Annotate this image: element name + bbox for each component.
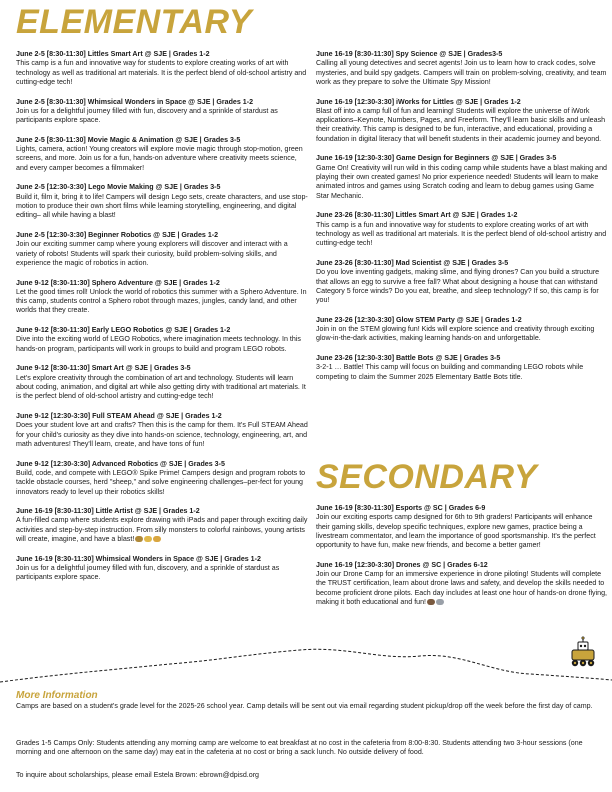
info-paragraph-grade-level: Camps are based on a student's grade level for the 2025-26 school year. Camp details will be sent out via email regarding student pickup/drop off the week before the first day of camp. (16, 702, 593, 710)
camp-description-text: This camp is a fun and innovative way for students to explore creating works of art with technology as well as traditional art materials. It is the perfect blend of old-school artistry and cutting-edge tech! (316, 220, 607, 248)
decorative-emoji-icon (153, 536, 161, 542)
decorative-emoji-icon (144, 536, 152, 542)
decorative-emoji-icon (135, 536, 143, 542)
camp-entry (316, 259, 608, 305)
dashed-wave-line (0, 649, 612, 682)
camp-entry (316, 561, 608, 607)
camp-description-text: Dive into the exciting world of LEGO Robotics, where imagination meets technology. In this hands-on program, participants will work in groups to build and program LEGO robots. (16, 335, 301, 353)
camp-description (16, 240, 308, 268)
camp-description-text: 3-2-1 … Battle! This camp will focus on building and commanding LEGO robots while competing to claim the Summer 2025 Elementary Battle Bots title. (316, 363, 584, 381)
camp-description-text: Join our exciting summer camp where young explorers will discover and interact with a variety of robots! Students will spark their curiosity, build problem-solving skills, and experience the magic of robotics in action. (16, 240, 288, 267)
camp-title: June 23-26 [8:30-11:30] Mad Scientist @ SJE | Grades 3-5 (316, 258, 509, 267)
camp-description (16, 421, 308, 449)
secondary-heading: SECONDARY (316, 458, 538, 496)
camp-entry (16, 50, 308, 87)
camp-title: June 23-26 [12:30-3:30] Battle Bots @ SJE | Grades 3-5 (316, 354, 501, 363)
camp-title: June 16-19 [8:30-11:30] Esports @ SC | Grades 6-9 (316, 504, 486, 512)
camp-description (316, 513, 608, 550)
decorative-emoji-icon (436, 599, 444, 605)
camp-description (316, 325, 608, 344)
camp-description-text: Lights, camera, action! Young creators will explore movie magic through stop-motion, green screens, and more. Join us for a fun, hands-on adventure where creativity meets science, and every camper becomes a filmmaker! (16, 145, 303, 172)
camp-entry (16, 507, 308, 544)
camp-entry (316, 154, 608, 200)
camp-entry (316, 211, 608, 248)
camp-description (16, 193, 308, 221)
camp-description (16, 516, 308, 544)
dashed-path-divider (0, 630, 612, 690)
camp-title: June 9-12 [8:30-11:30] Sphero Adventure @ SJE | Grades 1-2 (16, 278, 220, 287)
camp-title: June 23-26 [12:30-3:30] Glow STEM Party @ SJE | Grades 1-2 (316, 315, 522, 324)
camp-title: June 16-19 [12:30-3:30] Drones @ SC | Grades 6-12 (316, 560, 488, 569)
camp-description-text: Build it, film it, bring it to life! Campers will design Lego sets, create characters, and use stop-motion to produce their own short films while learning storytelling, engineering, and digital editing– all while having a blast! (16, 192, 308, 220)
elementary-right-column (316, 50, 608, 392)
info-paragraph-meals: Grades 1-5 Camps Only: Students attending any morning camp are welcome to eat breakfast at no cost in the cafeteria from 8:00-8:30. Students attending two 3-hour sessions (one morning and one afternoon on the same day) may eat in the cafeteria at no cost or bring a sack lunch. No outside delivery of food. (16, 739, 583, 757)
camp-entry (16, 231, 308, 268)
camp-title: June 9-12 [8:30-11:30] Early LEGO Robotics @ SJE | Grades 1-2 (16, 326, 231, 335)
camp-description-text: Does your student love art and crafts? Then this is the camp for them. It's Full STEAM Ahead for your child's curiosity as they dive into hands-on science, technology, engineering, art, and math adventures! They'll learn, create, and have tons of fun! (16, 421, 308, 448)
camp-description (16, 374, 308, 402)
camp-entry (316, 316, 608, 344)
camp-entry (316, 504, 608, 550)
camp-description (16, 107, 308, 126)
camp-description (316, 268, 608, 305)
camp-title: June 16-19 [8:30-11:30] Little Artist @ SJE | Grades 1-2 (16, 507, 200, 516)
camp-entry (316, 98, 608, 144)
secondary-column (316, 504, 608, 618)
camp-title: June 2-5 [12:30-3:30] Beginner Robotics @ SJE | Grades 1-2 (16, 231, 219, 240)
info-paragraph-scholarships: To inquire about scholarships, please email Estela Brown: ebrown@dpisd.org (16, 771, 260, 779)
camp-entry (16, 279, 308, 316)
camp-description (316, 107, 608, 144)
camp-description (16, 564, 308, 583)
camp-title: June 16-19 [12:30-3:30] Game Design for Beginners @ SJE | Grades 3-5 (316, 154, 557, 163)
camp-description-text: Game On! Creativity will run wild in this coding camp while students have a blast making and playing their own created games! No prior experience needed! Students will learn to make animated intros and games using Scratch coding and learn to debug games using Game Star Mechanic. (316, 163, 607, 200)
camp-description (316, 164, 608, 201)
camp-title: June 2-5 [8:30-11:30] Littles Smart Art @ SJE | Grades 1-2 (16, 50, 210, 58)
rover-robot-icon (572, 637, 594, 666)
camp-description (316, 363, 608, 382)
more-information-title: More Information (16, 690, 98, 701)
camp-description-text: Let's explore creativity through the combination of art and technology. Students will learn about coding, animation, and digital art while also getting dirty with traditional art materials. It is the perfect blend of old-school artistry and cutting-edge tech! (16, 373, 306, 401)
camp-title: June 9-12 [8:30-11:30] Smart Art @ SJE | Grades 3-5 (16, 364, 191, 373)
camp-description-text: Join us for a delightful journey filled with fun, discovery, and a sprinkle of stardust as participants explore space. (16, 564, 280, 582)
camp-description-text: Join in on the STEM glowing fun! Kids will explore science and creativity through exciting glow-in-the-dark activities, making learning hands-on and unforgettable. (316, 325, 595, 343)
camp-title: June 23-26 [8:30-11:30] Littles Smart Art @ SJE | Grades 1-2 (316, 211, 518, 220)
camp-entry (16, 98, 308, 126)
elementary-left-column (16, 50, 308, 593)
camp-title: June 9-12 [12:30-3:30] Advanced Robotics @ SJE | Grades 3-5 (16, 459, 225, 468)
elementary-heading: ELEMENTARY (16, 3, 253, 41)
camp-description (16, 288, 308, 316)
camp-entry (16, 364, 308, 401)
camp-description-text: Calling all young detectives and secret agents! Join us to learn how to crack codes, solve mysteries, and build spy gadgets. Campers will train on problem-solving, creativity, and team work as they prepare to solve the Ultimate Spy Mission! (316, 59, 607, 86)
camp-title: June 16-19 [12:30-3:30] iWorks for Littles @ SJE | Grades 1-2 (316, 97, 521, 106)
camp-entry (16, 183, 308, 220)
camp-description-text: Blast off into a camp full of fun and learning! Students will explore the universe of iWork applications–Keynote, Numbers, Pages, and Freeform. They'll learn basic skills and unleash their creativity. This camp is designed to be fun, interactive, and educational, providing a foundation in digital literacy that will benefit students in their academic journey and beyond. (316, 106, 606, 143)
camp-description-text: Join us for a delightful journey filled with fun, discovery and a sprinkle of stardust as participants explore space. (16, 106, 278, 125)
camp-description (16, 59, 308, 87)
camp-description-text: Build, code, and compete with LEGO® Spike Prime! Campers design and program robots to tackle obstacle courses, herd "sheep," and solve engineering challenges–per-fect for young innovators ready to level up their robotics skills! (16, 468, 306, 496)
camp-description-text: Join our Drone Camp for an immersive experience in drone piloting! Students will complete the TRUST certification, learn about drone laws and safety, and develop the skills needed to become proficient drone pilots. Each day includes at least one hour of hands-on drone flying, making it both educational and fun! (316, 570, 608, 607)
camp-title: June 16-19 [8:30-11:30] Spy Science @ SJE | Grades3-5 (316, 50, 503, 58)
camp-title: June 2-5 [12:30-3:30] Lego Movie Making @ SJE | Grades 3-5 (16, 183, 221, 192)
camp-description-text: Let the good times roll! Unlock the world of robotics this summer with a Sphero Adventure. In this camp, students control a Sphero robot through mazes, jungles, candy land, and other worlds that they create. (16, 287, 307, 315)
camp-entry (316, 50, 608, 87)
decorative-emoji-icon (427, 599, 435, 605)
camp-entry (16, 460, 308, 497)
camp-description (316, 221, 608, 249)
camp-description-text: A fun-filled camp where students explore drawing with iPads and paper through exciting daily activities and step-by-step instruction. From silly monsters to colorful rainbows, young artists will create, imagine, and have a blast! (16, 516, 308, 544)
camp-entry (16, 326, 308, 354)
camp-description (16, 469, 308, 497)
camp-description (316, 59, 608, 87)
camp-title: June 16-19 [8:30-11:30] Whimsical Wonders in Space @ SJE | Grades 1-2 (16, 554, 261, 563)
camp-description (316, 570, 608, 607)
camp-title: June 2-5 [8:30-11:30] Movie Magic & Animation @ SJE | Grades 3-5 (16, 135, 241, 144)
camp-entry (316, 354, 608, 382)
camp-title: June 9-12 [12:30-3:30] Full STEAM Ahead @ SJE | Grades 1-2 (16, 412, 222, 421)
camp-description-text: Join our exciting esports camp designed for 6th to 9th graders! Participants will enhance their gaming skills, develop specific techniques, explore new games, practice being a livestream commentator, and learn the importance of good sportsmanship. It's the perfect opportunity to have fun, make new friends, and become a better gamer! (316, 513, 596, 550)
camp-entry (16, 555, 308, 583)
camp-entry (16, 136, 308, 173)
camp-entry (16, 412, 308, 449)
camp-title: June 2-5 [8:30-11:30] Whimsical Wonders in Space @ SJE | Grades 1-2 (16, 97, 254, 106)
camp-description (16, 335, 308, 354)
camp-description (16, 145, 308, 173)
camp-description-text: Do you love inventing gadgets, making slime, and flying drones? Can you build a structure that allows an egg to survive a free fall? What about designing a house that can withstand Category 5 force winds? Do you eat, breathe, and sleep technology? If so, this camp is for you! (316, 268, 600, 305)
camp-description-text: This camp is a fun and innovative way for students to explore creating works of art with technology as well as traditional art materials. It is the perfect blend of old-school artistry and cutting-edge tech! (16, 59, 307, 86)
